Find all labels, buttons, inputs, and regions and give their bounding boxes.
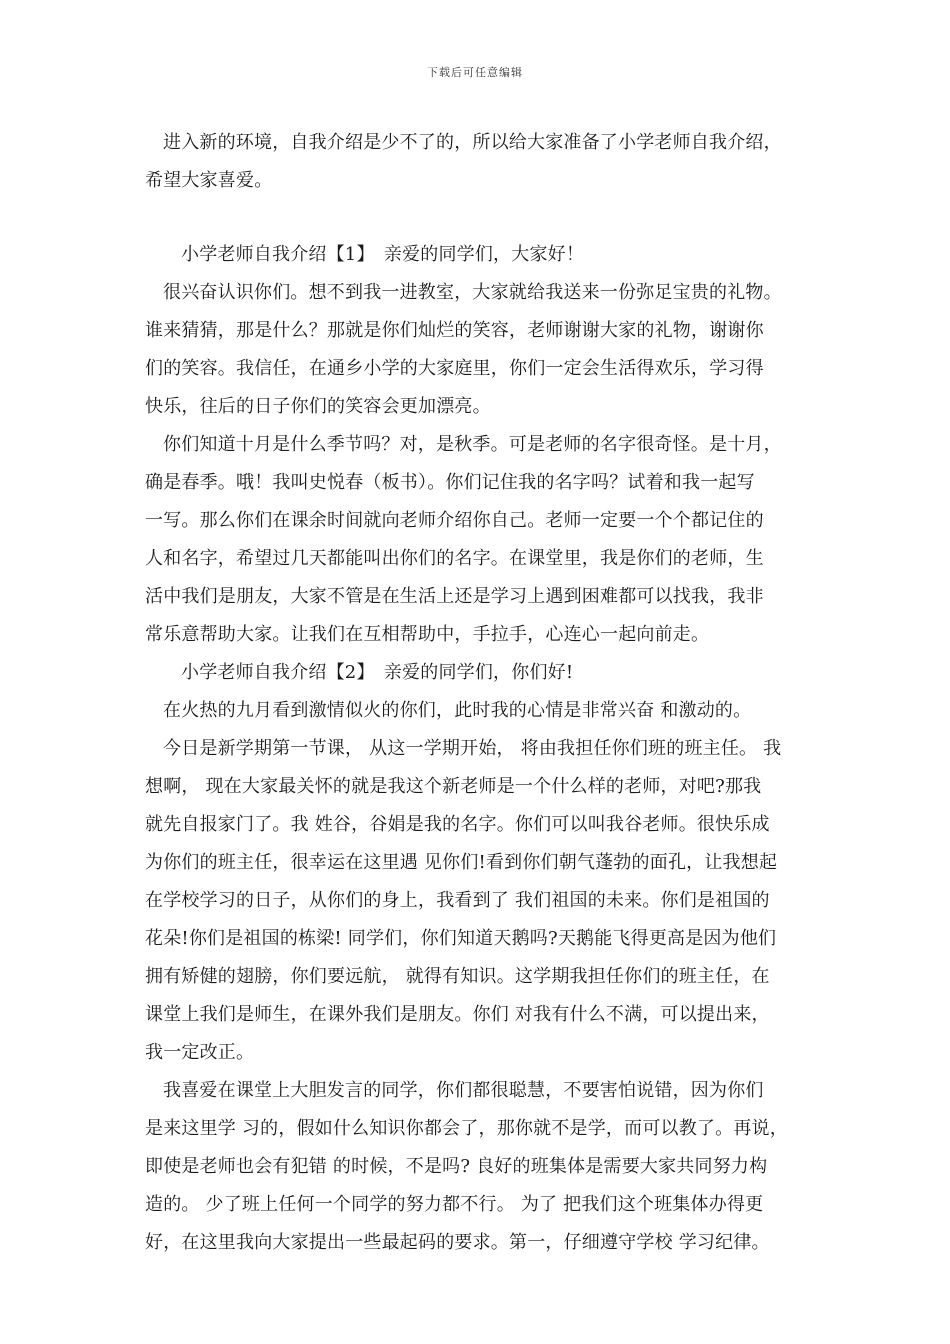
paragraph-line: 人和名字，希望过几天都能叫出你们的名字。在课堂里，我是你们的老师，生: [145, 548, 764, 569]
paragraph-line: 今日是新学期第一节课， 从这一学期开始， 将由我担任你们班的班主任。 我: [163, 738, 782, 759]
paragraph-line: 活中我们是朋友，大家不管是在生活上还是学习上遇到困难都可以找我，我非: [145, 586, 764, 607]
paragraph-line: 一写。那么你们在课余时间就向老师介绍你自己。老师一定要一个个都记住的: [145, 510, 764, 531]
paragraph-gap: [145, 200, 810, 236]
section-heading: 小学老师自我介绍【1】 亲爱的同学们，大家好！: [181, 244, 585, 265]
intro-line: 希望大家喜爱。: [145, 170, 273, 191]
paragraph-line: 我一定改正。: [145, 1042, 255, 1063]
paragraph-line: 就先自报家门了。我 姓谷，谷娟是我的名字。你们可以叫我谷老师。很快乐成: [145, 814, 770, 835]
document-body: [145, 124, 810, 1262]
paragraph-line: 在火热的九月看到激情似火的你们，此时我的心情是非常兴奋 和激动的。: [163, 700, 752, 721]
paragraph-line: 花朵!你们是祖国的栋梁! 同学们，你们知道天鹅吗?天鹅能飞得更高是因为他们: [145, 928, 777, 949]
page-header: 下载后可任意编辑: [427, 66, 523, 79]
paragraph-line: 你们知道十月是什么季节吗？对，是秋季。可是老师的名字很奇怪。是十月，: [163, 434, 782, 455]
paragraph-line: 课堂上我们是师生，在课外我们是朋友。你们 对我有什么不满，可以提出来，: [145, 1004, 770, 1025]
intro-line: 进入新的环境，自我介绍是少不了的，所以给大家准备了小学老师自我介绍，: [163, 132, 782, 153]
paragraph-line: 很兴奋认识你们。想不到我一进教室，大家就给我送来一份弥足宝贵的礼物。: [163, 282, 782, 303]
paragraph-line: 拥有矫健的翅膀，你们要远航， 就得有知识。这学期我担任你们的班主任，在: [145, 966, 770, 987]
paragraph-line: 确是春季。哦！我叫史悦春（板书）。你们记住我的名字吗？试着和我一起写: [145, 472, 755, 493]
paragraph-line: 我喜爱在课堂上大胆发言的同学，你们都很聪慧，不要害怕说错，因为你们: [163, 1080, 764, 1101]
paragraph-line: 是来这里学 习的，假如什么知识你都会了，那你就不是学，而可以教了。再说，: [145, 1118, 788, 1139]
paragraph-line: 在学校学习的日子，从你们的身上，我看到了 我们祖国的未来。你们是祖国的: [145, 890, 770, 911]
paragraph-line: 谁来猜猜，那是什么？那就是你们灿烂的笑容，老师谢谢大家的礼物，谢谢你: [145, 320, 764, 341]
paragraph-line: 想啊， 现在大家最关怀的就是我这个新老师是一个什么样的老师，对吧?那我: [145, 776, 762, 797]
paragraph-line: 即使是老师也会有犯错 的时候，不是吗? 良好的班集体是需要大家共同努力构: [145, 1156, 768, 1177]
paragraph-line: 们的笑容。我信任，在通乡小学的大家庭里，你们一定会生活得欢乐，学习得: [145, 358, 764, 379]
paragraph-line: 好，在这里我向大家提出一些最起码的要求。第一，仔细遵守学校 学习纪律。: [145, 1232, 770, 1253]
paragraph-line: 常乐意帮助大家。让我们在互相帮助中，手拉手，心连心一起向前走。: [145, 624, 710, 645]
paragraph-line: 快乐，往后的日子你们的笑容会更加漂亮。: [145, 396, 491, 417]
paragraph-line: 为你们的班主任，很幸运在这里遇 见你们!看到你们朝气蓬勃的面孔，让我想起: [145, 852, 778, 873]
section-heading: 小学老师自我介绍【2】 亲爱的同学们，你们好!: [181, 662, 574, 683]
paragraph-line: 造的。 少了班上任何一个同学的努力都不行。 为了 把我们这个班集体办得更: [145, 1194, 764, 1215]
